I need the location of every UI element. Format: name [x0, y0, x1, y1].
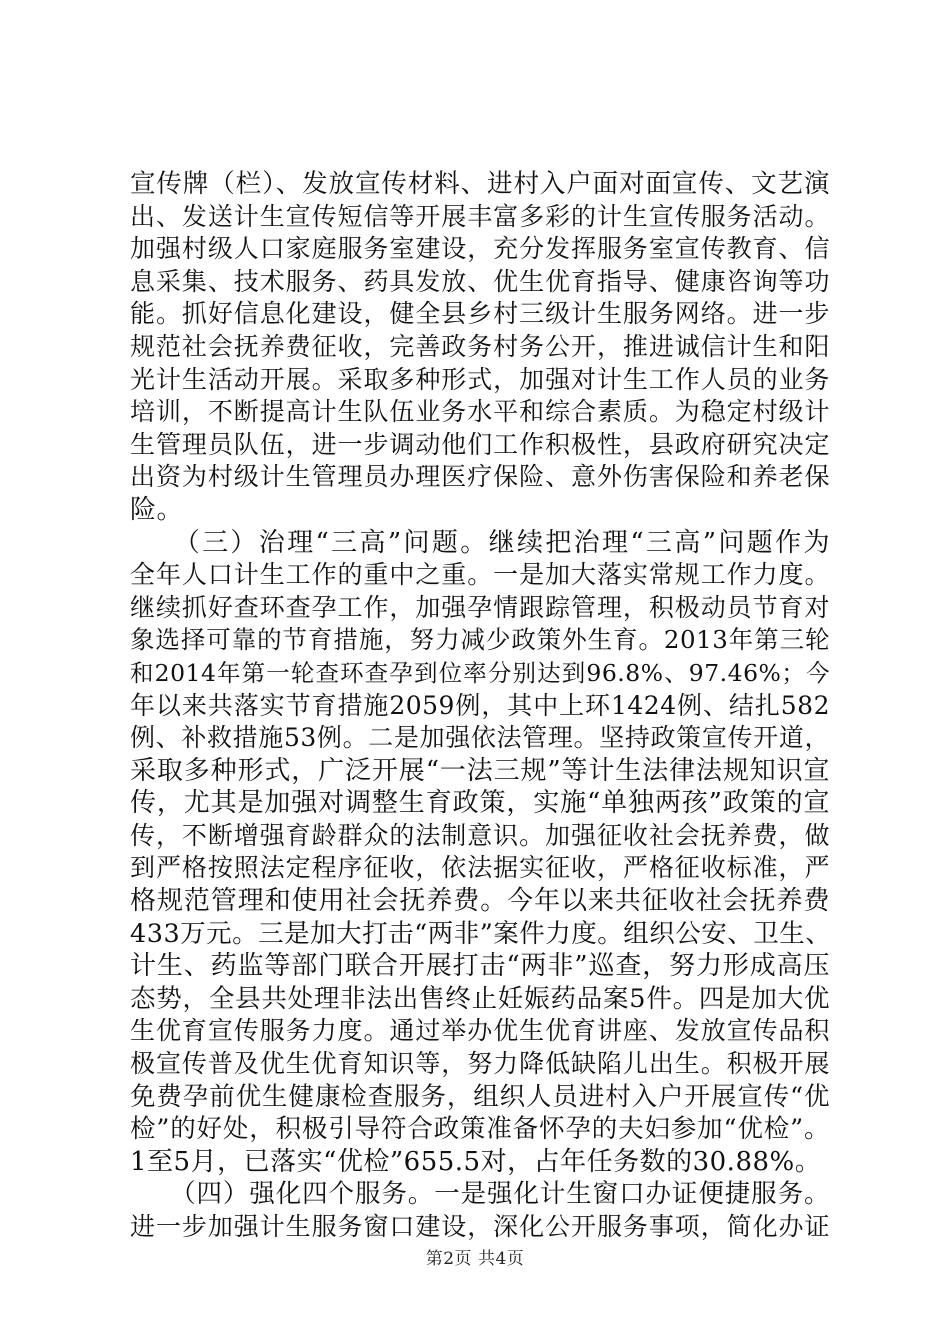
text-line: 免费孕前优生健康检查服务，组织人员进村入户开展宣传“优	[130, 1081, 830, 1112]
page-number-footer: 第2页 共4页	[425, 1249, 525, 1269]
text-line: 1至5月，已落实“优检”655.5对，占年任务数的30.88%。	[130, 1146, 822, 1177]
text-line: 能。抓好信息化建设，健全县乡村三级计生服务网络。进一步	[130, 299, 830, 329]
text-line: 格规范管理和使用社会抚养费。今年以来共征收社会抚养费	[130, 886, 830, 917]
text-line: 加强村级人口家庭服务室建设，充分发挥服务室宣传教育、信	[130, 234, 830, 264]
text-line: 出资为村级计生管理员办理医疗保险、意外伤害保险和养老保	[130, 462, 830, 492]
text-line: 采取多种形式，广泛开展“一法三规”等计生法律法规知识宣	[130, 755, 830, 786]
text-line: 到严格按照法定程序征收，依法据实征收，严格征收标准，严	[130, 853, 830, 883]
text-line: 433万元。三是加大打击“两非”案件力度。组织公安、卫生、	[130, 918, 832, 949]
text-line: 险。	[130, 494, 184, 525]
text-line: 计生、药监等部门联合开展打击“两非”巡查，努力形成高压	[130, 951, 830, 982]
text-line: （三）治理“三高”问题。继续把治理“三高”问题作为	[130, 527, 830, 558]
text-line: 例、补救措施53例。二是加强依法管理。坚持政策宣传开道，	[130, 723, 830, 753]
text-line: 光计生活动开展。采取多种形式，加强对计生工作人员的业务	[130, 364, 830, 394]
text-line: 生优育宣传服务力度。通过举办优生优育讲座、发放宣传品积	[130, 1016, 830, 1046]
text-line: 和2014年第一轮查环查孕到位率分别达到96.8%、97.46%；今	[130, 658, 830, 687]
text-line: 传，尤其是加强对调整生育政策，实施“单独两孩”政策的宣	[130, 788, 830, 819]
text-line: 规范社会抚养费征收，完善政务村务公开，推进诚信计生和阳	[130, 331, 830, 361]
text-line: 极宣传普及优生优育知识等，努力降低缺陷儿出生。积极开展	[130, 1049, 830, 1079]
text-line: 传，不断增强育龄群众的法制意识。加强征收社会抚养费，做	[130, 820, 830, 850]
text-line: 进一步加强计生服务窗口建设，深化公开服务事项，简化办证	[130, 1212, 830, 1241]
text-line: 检”的好处，积极引导符合政策准备怀孕的夫妇参加“优检”。	[130, 1114, 830, 1145]
text-line: 态势，全县共处理非法出售终止妊娠药品案5件。四是加大优	[130, 983, 830, 1014]
text-line: 培训，不断提高计生队伍业务水平和综合素质。为稳定村级计	[130, 397, 830, 427]
text-line: 象选择可靠的节育措施，努力减少政策外生育。2013年第三轮	[130, 625, 830, 655]
text-line: 全年人口计生工作的重中之重。一是加大落实常规工作力度。	[130, 560, 830, 590]
text-line: 年以来共落实节育措施2059例，其中上环1424例、结扎582	[130, 690, 830, 720]
text-line: （四）强化四个服务。一是强化计生窗口办证便捷服务。	[130, 1179, 830, 1210]
text-line: 息采集、技术服务、药具发放、优生优育指导、健康咨询等功	[130, 266, 830, 296]
text-line: 宣传牌（栏）、发放宣传材料、进村入户面对面宣传、文艺演	[130, 169, 830, 199]
body-text	[130, 168, 830, 1244]
text-line: 出、发送计生宣传短信等开展丰富多彩的计生宣传服务活动。	[130, 201, 830, 231]
text-line: 生管理员队伍，进一步调动他们工作积极性，县政府研究决定	[130, 429, 830, 459]
text-line: 继续抓好查环查孕工作，加强孕情跟踪管理，积极动员节育对	[130, 592, 830, 622]
